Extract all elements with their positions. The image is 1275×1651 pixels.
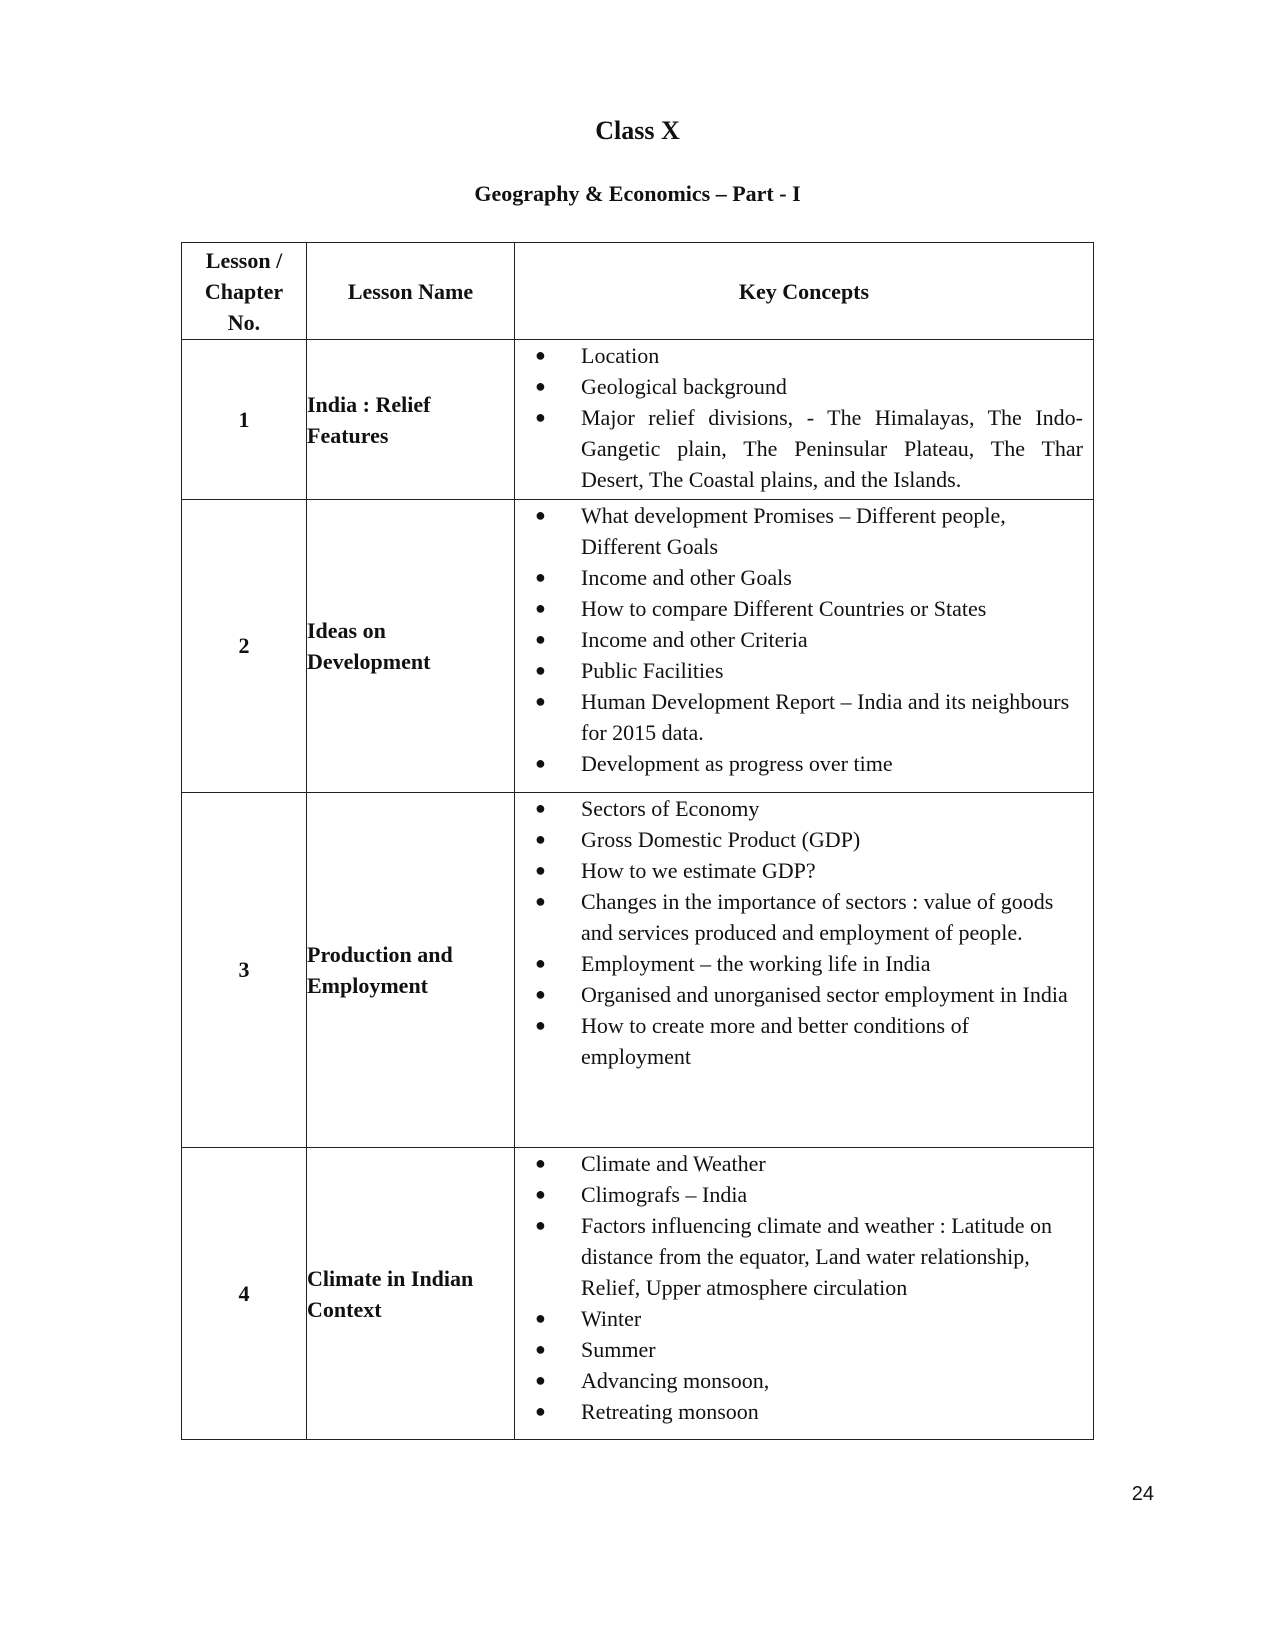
table-row <box>182 500 1094 793</box>
concept-item <box>515 1303 1083 1334</box>
table-row <box>182 793 1094 1148</box>
lesson-number: 2 <box>182 500 307 793</box>
concept-text: Climografs – India <box>581 1182 748 1207</box>
bullet-icon: ● <box>535 1184 546 1204</box>
table-row <box>182 340 1094 500</box>
concept-text: Major relief divisions, - The Himalayas, The Indo-Gangetic plain, The Peninsular Plateau, The Thar Desert, The Coastal plains, and the Islands. <box>581 405 1083 492</box>
concept-list <box>515 793 1093 1072</box>
bullet-icon: ● <box>535 798 546 818</box>
bullet-icon: ● <box>535 753 546 773</box>
concept-text: What development Promises – Different people, Different Goals <box>581 503 1006 559</box>
column-header-key-concepts: Key Concepts <box>515 243 1094 340</box>
concept-text: Retreating monsoon <box>581 1399 759 1424</box>
key-concepts <box>515 793 1094 1148</box>
concept-item <box>515 748 1083 779</box>
key-concepts <box>515 340 1094 500</box>
concept-text: Advancing monsoon, <box>581 1368 770 1393</box>
concept-text: How to create more and better conditions of employment <box>581 1013 969 1069</box>
concept-item <box>515 886 1083 948</box>
concept-list <box>515 340 1093 495</box>
concept-list <box>515 1148 1093 1427</box>
key-concepts <box>515 500 1094 793</box>
concept-text: Development as progress over time <box>581 751 893 776</box>
concept-item <box>515 824 1083 855</box>
bullet-icon: ● <box>535 953 546 973</box>
concept-item <box>515 1365 1083 1396</box>
bullet-icon: ● <box>535 891 546 911</box>
syllabus-table <box>181 242 1094 1440</box>
bullet-icon: ● <box>535 407 546 427</box>
bullet-icon: ● <box>535 1015 546 1035</box>
bullet-icon: ● <box>535 629 546 649</box>
concept-item <box>515 340 1083 371</box>
bullet-icon: ● <box>535 1308 546 1328</box>
concept-text: Income and other Goals <box>581 565 792 590</box>
lesson-name: Ideas on Development <box>307 500 515 793</box>
concept-item <box>515 1396 1083 1427</box>
concept-text: Human Development Report – India and its neighbours for 2015 data. <box>581 689 1070 745</box>
bullet-icon: ● <box>535 345 546 365</box>
concept-text: Employment – the working life in India <box>581 951 931 976</box>
concept-item <box>515 948 1083 979</box>
concept-item <box>515 624 1083 655</box>
concept-item <box>515 1179 1083 1210</box>
bullet-icon: ● <box>535 829 546 849</box>
concept-item <box>515 593 1083 624</box>
page-subtitle: Geography & Economics – Part - I <box>474 181 801 206</box>
concept-text: Winter <box>581 1306 642 1331</box>
concept-list <box>515 500 1093 779</box>
column-header-lesson-number-label: Lesson / Chapter No. <box>204 247 284 335</box>
bullet-icon: ● <box>535 376 546 396</box>
lesson-name: India : Relief Features <box>307 340 515 500</box>
bullet-icon: ● <box>535 1215 546 1235</box>
concept-text: Organised and unorganised sector employment in India <box>581 982 1068 1007</box>
bullet-icon: ● <box>535 1153 546 1173</box>
concept-text: Income and other Criteria <box>581 627 808 652</box>
concept-text: Changes in the importance of sectors : value of goods and services produced and employment of people. <box>581 889 1054 945</box>
key-concepts <box>515 1148 1094 1440</box>
concept-item <box>515 1010 1083 1072</box>
lesson-number: 1 <box>182 340 307 500</box>
concept-text: Climate and Weather <box>581 1151 766 1176</box>
table-row <box>182 1148 1094 1440</box>
bullet-icon: ● <box>535 598 546 618</box>
bullet-icon: ● <box>535 1401 546 1421</box>
concept-item <box>515 1148 1083 1179</box>
bullet-icon: ● <box>535 860 546 880</box>
lesson-number: 4 <box>182 1148 307 1440</box>
bullet-icon: ● <box>535 505 546 525</box>
concept-text: Public Facilities <box>581 658 724 683</box>
concept-item <box>515 402 1083 495</box>
column-header-lesson-number <box>182 243 307 340</box>
concept-item <box>515 686 1083 748</box>
concept-text: Factors influencing climate and weather : Latitude on distance from the equator, Land water relationship, Relief, Upper atmosphere circulation <box>581 1213 1053 1300</box>
concept-text: How to we estimate GDP? <box>581 858 816 883</box>
lesson-name: Production and Employment <box>307 793 515 1148</box>
page-number: 24 <box>1131 1483 1154 1505</box>
concept-item <box>515 1210 1083 1303</box>
lesson-name: Climate in Indian Context <box>307 1148 515 1440</box>
concept-text: Sectors of Economy <box>581 796 760 821</box>
concept-item <box>515 500 1083 562</box>
concept-text: Geological background <box>581 374 787 399</box>
concept-item <box>515 562 1083 593</box>
table-header-row <box>182 243 1094 340</box>
bullet-icon: ● <box>535 1370 546 1390</box>
bullet-icon: ● <box>535 567 546 587</box>
bullet-icon: ● <box>535 984 546 1004</box>
concept-item <box>515 371 1083 402</box>
bullet-icon: ● <box>535 1339 546 1359</box>
concept-text: Gross Domestic Product (GDP) <box>581 827 861 852</box>
lesson-number: 3 <box>182 793 307 1148</box>
concept-item <box>515 793 1083 824</box>
concept-item <box>515 855 1083 886</box>
page-title: Class X <box>595 116 680 145</box>
bullet-icon: ● <box>535 660 546 680</box>
concept-item <box>515 979 1083 1010</box>
concept-text: Location <box>581 343 660 368</box>
concept-item <box>515 1334 1083 1365</box>
concept-item <box>515 655 1083 686</box>
concept-text: Summer <box>581 1337 656 1362</box>
concept-text: How to compare Different Countries or States <box>581 596 987 621</box>
column-header-lesson-name: Lesson Name <box>307 243 515 340</box>
bullet-icon: ● <box>535 691 546 711</box>
